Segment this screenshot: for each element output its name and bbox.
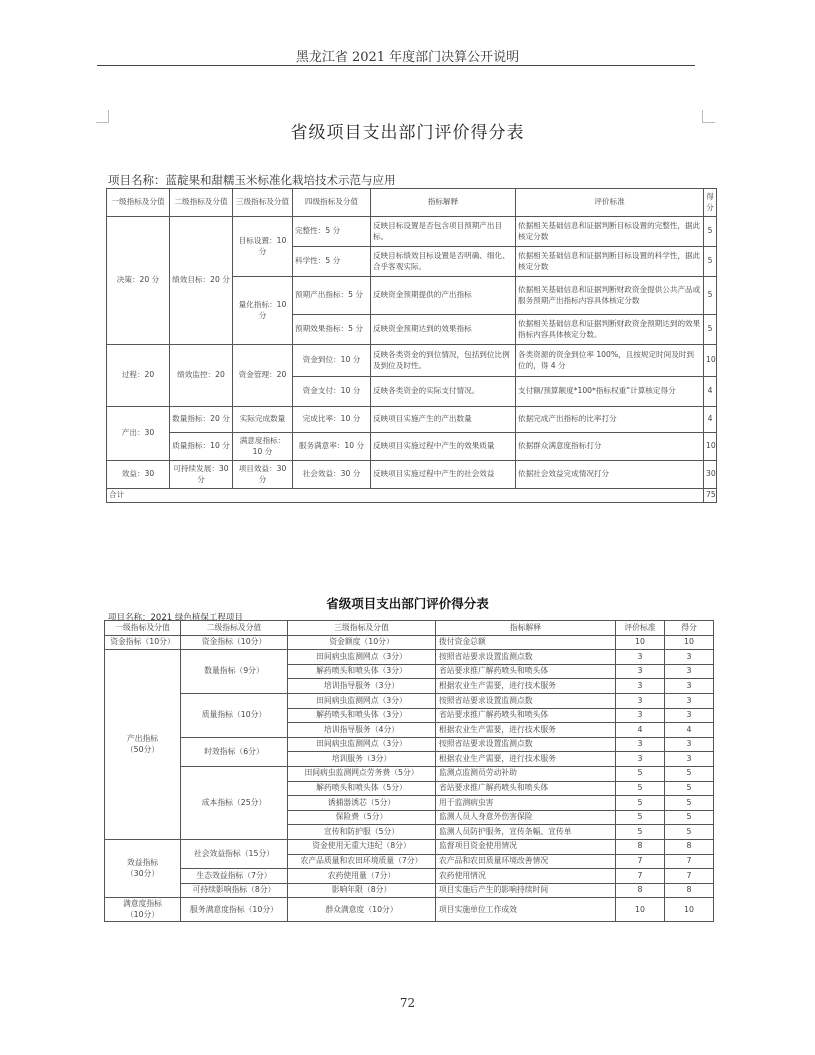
explanation-cell: 按照省站要求设置监测点数: [436, 650, 616, 665]
standard-cell: 7: [616, 854, 665, 869]
standard-cell: 3: [616, 752, 665, 767]
explanation-cell: 反映资金预期达到的效果指标: [371, 315, 516, 345]
table-row: [107, 461, 717, 489]
level2-cell: 服务满意度指标（10分）: [181, 898, 288, 922]
level3-cell: 群众满意度（10分）: [288, 898, 436, 922]
score-cell: 5: [665, 810, 714, 825]
explanation-cell: 反映项目实施过程中产生的效果质量: [371, 433, 516, 461]
standard-cell: 3: [616, 679, 665, 694]
level2-cell: 绩效目标：20 分: [170, 217, 233, 345]
level2-cell: 资金指标（10分）: [181, 635, 288, 650]
level3-cell: 解药喷头和喷头体（3分）: [288, 664, 436, 679]
page-number: 72: [399, 996, 416, 1010]
level3-cell: 宣传和防护服（5分）: [288, 825, 436, 840]
score-cell: 3: [665, 650, 714, 665]
page-header: 黑龙江省 2021 年度部门决算公开说明: [295, 50, 520, 65]
explanation-cell: 省站要求推广解药喷头和喷头体: [436, 708, 616, 723]
score-cell: 7: [665, 854, 714, 869]
score-cell: 3: [665, 664, 714, 679]
table1-total-row: [107, 489, 717, 503]
header-cell: 得分: [665, 621, 714, 636]
header-cell: 三级指标及分值: [288, 621, 436, 636]
header-cell: 四级指标及分值: [293, 189, 371, 217]
standard-cell: 3: [616, 737, 665, 752]
score-cell: 10: [704, 345, 717, 377]
level3-cell: 培训服务（3分）: [288, 752, 436, 767]
standard-cell: 4: [616, 723, 665, 738]
standard-cell: 3: [616, 708, 665, 723]
explanation-cell: 反映目标设置是否包含项目预期产出目标。: [371, 217, 516, 247]
score-cell: 5: [665, 781, 714, 796]
table-row: [105, 650, 714, 665]
score-cell: 3: [665, 737, 714, 752]
level4-cell: 预期效果指标：5 分: [293, 315, 371, 345]
standard-cell: 10: [616, 635, 665, 650]
header-cell: 三级指标及分值: [233, 189, 293, 217]
score-cell: 3: [665, 679, 714, 694]
level2-cell: 社会效益指标（15分）: [181, 839, 288, 868]
level2-cell: 时效指标（6分）: [181, 737, 288, 766]
explanation-cell: 按照省站要求设置监测点数: [436, 693, 616, 708]
level2-cell: 可持续影响指标（8分）: [181, 883, 288, 898]
standard-cell: 各类资源的资金到位率 100%，且按规定时间及时到位的，得 4 分: [516, 345, 704, 377]
explanation-cell: 农药使用情况: [436, 869, 616, 884]
standard-cell: 10: [616, 898, 665, 922]
table-row: [105, 869, 714, 884]
score-cell: 5: [704, 247, 717, 277]
level2-cell: 质量指标：10 分: [170, 433, 233, 461]
level3-cell: 保险费（5分）: [288, 810, 436, 825]
explanation-cell: 反映项目实施产生的产出数量: [371, 407, 516, 433]
explanation-cell: 用于监测病虫害: [436, 796, 616, 811]
level1-cell: 决策：20 分: [107, 217, 170, 345]
header-cell: 一级指标及分值: [105, 621, 181, 636]
standard-cell: 5: [616, 781, 665, 796]
standard-cell: 3: [616, 650, 665, 665]
level2-cell: 可持续发展：30 分: [170, 461, 233, 489]
level4-cell: 完成比率：10 分: [293, 407, 371, 433]
level3-cell: 诱捕器诱芯（5分）: [288, 796, 436, 811]
level4-cell: 资金支付：10 分: [293, 377, 371, 407]
score-cell: 3: [665, 752, 714, 767]
standard-cell: 依据相关基础信息和证据判断目标设置的完整性，据此核定分数: [516, 217, 704, 247]
explanation-cell: 监测人员防护服务，宣传条幅、宣传单: [436, 825, 616, 840]
level3-cell: 解药喷头和喷头体（5分）: [288, 781, 436, 796]
standard-cell: 5: [616, 810, 665, 825]
level1-cell: 效益指标 （30分）: [105, 839, 181, 897]
level3-cell: 目标设置：10 分: [233, 217, 293, 277]
level3-cell: 田间病虫监测网点（3分）: [288, 693, 436, 708]
level1-cell: 资金指标（10分）: [105, 635, 181, 650]
table-row: [105, 737, 714, 752]
score-cell: 4: [704, 407, 717, 433]
standard-cell: 3: [616, 664, 665, 679]
explanation-cell: 反映项目实施过程中产生的社会效益: [371, 461, 516, 489]
level4-cell: 完整性：5 分: [293, 217, 371, 247]
level3-cell: 资金额度（10分）: [288, 635, 436, 650]
level3-cell: 培训指导服务（4分）: [288, 723, 436, 738]
score-cell: 5: [704, 217, 717, 247]
standard-cell: 8: [616, 883, 665, 898]
level1-cell: 效益：30: [107, 461, 170, 489]
total-label: 合计: [107, 489, 704, 503]
level3-cell: 农产品质量和农田环境质量（7分）: [288, 854, 436, 869]
total-score: 75: [704, 489, 717, 503]
explanation-cell: 反映各类资金的实际支付情况。: [371, 377, 516, 407]
level1-cell: 产出指标 （50分）: [105, 650, 181, 840]
explanation-cell: 反映资金预期提供的产出指标: [371, 277, 516, 315]
score-cell: 4: [704, 377, 717, 407]
level3-cell: 资金使用无重大违纪（8分）: [288, 839, 436, 854]
level4-cell: 科学性：5 分: [293, 247, 371, 277]
explanation-cell: 农产品和农田质量环境改善情况: [436, 854, 616, 869]
level3-cell: 田间病虫监测网点（3分）: [288, 650, 436, 665]
score-cell: 3: [665, 693, 714, 708]
score-cell: 3: [665, 708, 714, 723]
standard-cell: 5: [616, 825, 665, 840]
level3-cell: 满意度指标：10 分: [233, 433, 293, 461]
table-row: [105, 839, 714, 854]
explanation-cell: 项目实施后产生的影响持续时间: [436, 883, 616, 898]
table-row: [107, 407, 717, 433]
level1-cell: 满意度指标 （10分）: [105, 898, 181, 922]
score-cell: 8: [665, 839, 714, 854]
score-cell: 10: [665, 635, 714, 650]
table-row: [105, 898, 714, 922]
standard-cell: 3: [616, 693, 665, 708]
level3-cell: 解药喷头和喷头体（3分）: [288, 708, 436, 723]
explanation-cell: 监测点监测员劳动补助: [436, 766, 616, 781]
level1-cell: 产出：30: [107, 407, 170, 461]
standard-cell: 依据相关基础信息和证据判断目标设置的科学性，据此核定分数: [516, 247, 704, 277]
level3-cell: 田间病虫监测网点劳务费（5分）: [288, 766, 436, 781]
standard-cell: 依据相关基础信息和证据判断财政资金提供公共产品或服务预期产出指标内容具体核定分数: [516, 277, 704, 315]
standard-cell: 依据完成产出指标的比率打分: [516, 407, 704, 433]
score-cell: 5: [704, 277, 717, 315]
table1-project-name: 项目名称：蓝靛果和甜糯玉米标准化栽培技术示范与应用: [108, 173, 396, 187]
table-row: [107, 345, 717, 377]
table2-title: 省级项目支出部门评价得分表: [326, 596, 489, 611]
standard-cell: 依据相关基础信息和证据判断财政资金预期达到的效果指标内容具体核定分数。: [516, 315, 704, 345]
score-cell: 10: [665, 898, 714, 922]
level4-cell: 服务满意率：10 分: [293, 433, 371, 461]
level2-cell: 生态效益指标（7分）: [181, 869, 288, 884]
explanation-cell: 反映各类资金的到位情况，包括到位比例及到位及时性。: [371, 345, 516, 377]
table-row: [105, 635, 714, 650]
level4-cell: 资金到位：10 分: [293, 345, 371, 377]
explanation-cell: 拨付资金总额: [436, 635, 616, 650]
table-row: [105, 693, 714, 708]
header-cell: 二级指标及分值: [170, 189, 233, 217]
level3-cell: 项目效益：30 分: [233, 461, 293, 489]
explanation-cell: 项目实施单位工作成效: [436, 898, 616, 922]
level2-cell: 数量指标（9分）: [181, 650, 288, 694]
score-cell: 5: [704, 315, 717, 345]
explanation-cell: 根据农业生产需要，进行技术服务: [436, 752, 616, 767]
table2-header-row: [105, 621, 714, 636]
table1-title: 省级项目支出部门评价得分表: [290, 123, 525, 143]
level2-cell: 数量指标：20 分: [170, 407, 233, 433]
standard-cell: 5: [616, 796, 665, 811]
header-cell: 指标解释: [371, 189, 516, 217]
explanation-cell: 监测人员人身意外伤害保险: [436, 810, 616, 825]
table2-project-name: 项目名称：2021 绿色植保工程项目: [108, 613, 243, 623]
score-cell: 5: [665, 796, 714, 811]
header-rule: [97, 65, 695, 66]
explanation-cell: 省站要求推广解药喷头和喷头体: [436, 781, 616, 796]
level3-cell: 影响年限（8分）: [288, 883, 436, 898]
table-row: [105, 766, 714, 781]
table1: [106, 188, 717, 503]
level2-cell: 质量指标（10分）: [181, 693, 288, 737]
explanation-cell: 按照省站要求设置监测点数: [436, 737, 616, 752]
score-cell: 10: [704, 433, 717, 461]
table-row: [107, 433, 717, 461]
score-cell: 8: [665, 883, 714, 898]
explanation-cell: 根据农业生产需要，进行技术服务: [436, 723, 616, 738]
explanation-cell: 监督项目资金使用情况: [436, 839, 616, 854]
level3-cell: 资金管理：20: [233, 345, 293, 407]
explanation-cell: 省站要求推广解药喷头和喷头体: [436, 664, 616, 679]
standard-cell: 支付额/预算额度*100*指标权重”计算核定得分: [516, 377, 704, 407]
level2-cell: 成本指标（25分）: [181, 766, 288, 839]
level3-cell: 量化指标：10 分: [233, 277, 293, 345]
score-cell: 30: [704, 461, 717, 489]
header-cell: 得分: [704, 189, 717, 217]
explanation-cell: 反映目标绩效目标设置是否明确、细化、合乎客观实际。: [371, 247, 516, 277]
table-row: [107, 217, 717, 247]
level4-cell: 社会效益：30 分: [293, 461, 371, 489]
standard-cell: 8: [616, 839, 665, 854]
standard-cell: 5: [616, 766, 665, 781]
header-cell: 评价标准: [616, 621, 665, 636]
header-cell: 指标解释: [436, 621, 616, 636]
explanation-cell: 根据农业生产需要，进行技术服务: [436, 679, 616, 694]
level2-cell: 绩效监控：20: [170, 345, 233, 407]
level4-cell: 预期产出指标：5 分: [293, 277, 371, 315]
table2: [104, 620, 714, 922]
standard-cell: 依据社会效益完成情况打分: [516, 461, 704, 489]
level3-cell: 农药使用量（7分）: [288, 869, 436, 884]
header-cell: 一级指标及分值: [107, 189, 170, 217]
score-cell: 5: [665, 766, 714, 781]
standard-cell: 7: [616, 869, 665, 884]
level3-cell: 田间病虫监测网点（3分）: [288, 737, 436, 752]
standard-cell: 依据群众满意度指标打分: [516, 433, 704, 461]
header-cell: 评价标准: [516, 189, 704, 217]
table-row: [105, 883, 714, 898]
header-cell: 二级指标及分值: [181, 621, 288, 636]
score-cell: 7: [665, 869, 714, 884]
score-cell: 5: [665, 825, 714, 840]
level3-cell: 培训指导服务（3分）: [288, 679, 436, 694]
level1-cell: 过程：20: [107, 345, 170, 407]
score-cell: 4: [665, 723, 714, 738]
table1-header-row: [107, 189, 717, 217]
level3-cell: 实际完成数量: [233, 407, 293, 433]
